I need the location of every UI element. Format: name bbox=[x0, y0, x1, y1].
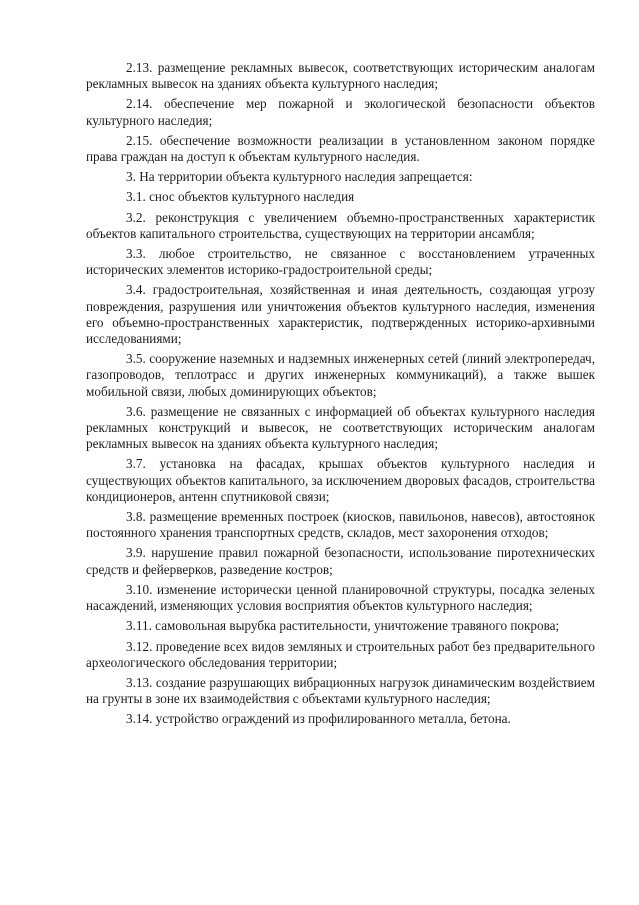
paragraph-3-7: 3.7. установка на фасадах, крышах объектов культурного наследия и существующих объектов капитального, за исключением дворовых фасадов, строительства кондиционеров, антенн спутниковой связи; bbox=[86, 456, 595, 504]
paragraph-2-13: 2.13. размещение рекламных вывесок, соответствующих историческим аналогам рекламных вывесок на зданиях объекта культурного наследия; bbox=[86, 60, 595, 92]
paragraph-3-8: 3.8. размещение временных построек (киосков, павильонов, навесов), автостоянок постоянного хранения транспортных средств, складов, мест захоронения отходов; bbox=[86, 509, 595, 541]
paragraph-3-10: 3.10. изменение исторически ценной планировочной структуры, посадка зеленых насаждений, изменяющих условия восприятия объектов культурного наследия; bbox=[86, 581, 595, 614]
paragraph-3-12: 3.12. проведение всех видов земляных и строительных работ без предварительного археологического обследования территории; bbox=[86, 638, 595, 670]
paragraph-3-2: 3.2. реконструкция с увеличением объемно-пространственных характеристик объектов капитального строительства, существующих на территории ансамбля; bbox=[86, 209, 595, 241]
paragraph-3-6: 3.6. размещение не связанных с информацией об объектах культурного наследия рекламных конструкций и вывесок, не соответствующих историческим аналогам рекламных вывесок на зданиях объекта культурного наследия; bbox=[86, 403, 595, 452]
paragraph-2-15: 2.15. обеспечение возможности реализации в установленном законом порядке права граждан на доступ к объектам культурного наследия. bbox=[86, 132, 595, 165]
paragraph-3-11: 3.11. самовольная вырубка растительности, уничтожение травяного покрова; bbox=[126, 618, 560, 634]
paragraph-3-heading: 3. На территории объекта культурного наследия запрещается: bbox=[126, 169, 473, 185]
paragraph-3-13: 3.13. создание разрушающих вибрационных нагрузок динамическим воздействием на грунты в зоне их взаимодействия с объектами культурного наследия; bbox=[86, 674, 595, 707]
paragraph-3-5: 3.5. сооружение наземных и надземных инженерных сетей (линий электропередач, газопроводов, теплотрасс и других инженерных коммуникаций), а также вышек мобильной связи, любых доминирующих объектов; bbox=[86, 351, 595, 399]
paragraph-3-9: 3.9. нарушение правил пожарной безопасности, использование пиротехнических средств и фейерверков, разведение костров; bbox=[86, 545, 595, 577]
paragraph-2-14: 2.14. обеспечение мер пожарной и экологической безопасности объектов культурного наследия; bbox=[86, 96, 595, 128]
paragraph-3-3: 3.3. любое строительство, не связанное с восстановлением утраченных исторических элементов историко-градостроительной среды; bbox=[86, 246, 595, 278]
paragraph-3-14: 3.14. устройство ограждений из профилированного металла, бетона. bbox=[126, 711, 511, 727]
paragraph-3-1: 3.1. снос объектов культурного наследия bbox=[126, 189, 355, 205]
paragraph-3-4: 3.4. градостроительная, хозяйственная и иная деятельность, создающая угрозу повреждения, разрушения или уничтожения объектов культурного наследия, изменения его объемно-пространственных характеристик, подтвержденных историко-архивными исследованиями; bbox=[86, 282, 595, 347]
document-body bbox=[86, 60, 595, 732]
